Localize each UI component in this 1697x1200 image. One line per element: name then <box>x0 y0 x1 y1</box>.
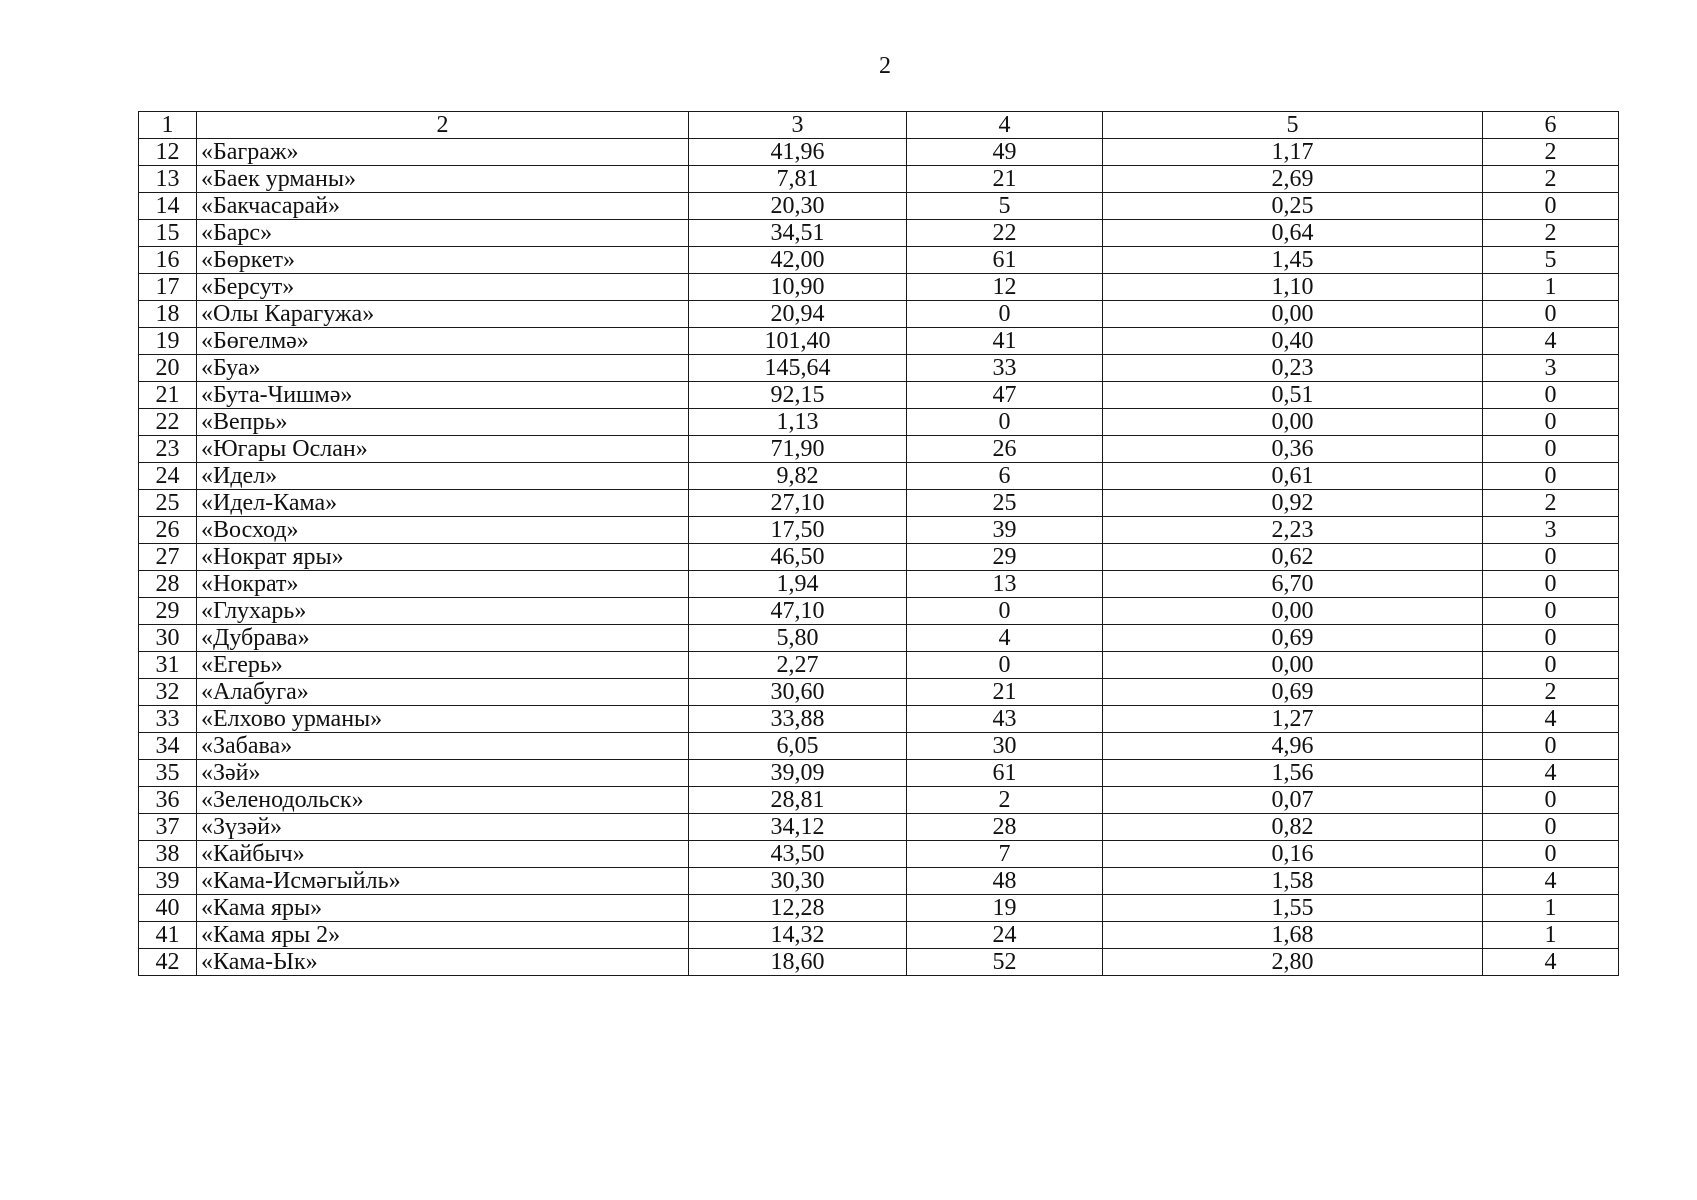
col6-cell: 0 <box>1483 409 1619 436</box>
page-number: 2 <box>879 53 891 79</box>
table-row <box>139 409 1619 436</box>
col4-cell: 61 <box>907 760 1103 787</box>
col4-cell: 0 <box>907 301 1103 328</box>
col6-cell: 1 <box>1483 895 1619 922</box>
name-cell: «Баек урманы» <box>197 166 689 193</box>
col3-cell: 20,94 <box>689 301 907 328</box>
col4-cell: 41 <box>907 328 1103 355</box>
row-number-cell: 15 <box>139 220 197 247</box>
col5-cell: 0,36 <box>1103 436 1483 463</box>
col5-cell: 4,96 <box>1103 733 1483 760</box>
col3-cell: 14,32 <box>689 922 907 949</box>
row-number-cell: 21 <box>139 382 197 409</box>
col5-cell: 2,80 <box>1103 949 1483 976</box>
name-cell: «Дубрава» <box>197 625 689 652</box>
col4-cell: 0 <box>907 409 1103 436</box>
table-row <box>139 706 1619 733</box>
row-number-cell: 18 <box>139 301 197 328</box>
col6-cell: 0 <box>1483 436 1619 463</box>
col3-cell: 5,80 <box>689 625 907 652</box>
row-number-cell: 26 <box>139 517 197 544</box>
table-row <box>139 625 1619 652</box>
table-row <box>139 328 1619 355</box>
row-number-cell: 19 <box>139 328 197 355</box>
name-cell: «Буа» <box>197 355 689 382</box>
col5-cell: 1,56 <box>1103 760 1483 787</box>
table-row <box>139 490 1619 517</box>
col3-cell: 7,81 <box>689 166 907 193</box>
col5-cell: 0,92 <box>1103 490 1483 517</box>
col4-cell: 49 <box>907 139 1103 166</box>
name-cell: «Забава» <box>197 733 689 760</box>
col5-cell: 1,55 <box>1103 895 1483 922</box>
col6-cell: 0 <box>1483 193 1619 220</box>
col4-cell: 47 <box>907 382 1103 409</box>
table-row <box>139 733 1619 760</box>
col5-cell: 0,61 <box>1103 463 1483 490</box>
data-table <box>138 111 1619 976</box>
row-number-cell: 41 <box>139 922 197 949</box>
col5-cell: 1,58 <box>1103 868 1483 895</box>
col6-cell: 0 <box>1483 598 1619 625</box>
table-row <box>139 274 1619 301</box>
col4-cell: 25 <box>907 490 1103 517</box>
col4-cell: 43 <box>907 706 1103 733</box>
row-number-cell: 13 <box>139 166 197 193</box>
name-cell: «Нократ яры» <box>197 544 689 571</box>
table-row <box>139 139 1619 166</box>
name-cell: «Берсут» <box>197 274 689 301</box>
header-cell-3: 3 <box>689 112 907 139</box>
name-cell: «Кама-Ык» <box>197 949 689 976</box>
row-number-cell: 24 <box>139 463 197 490</box>
table-row <box>139 760 1619 787</box>
col5-cell: 1,45 <box>1103 247 1483 274</box>
table-row <box>139 598 1619 625</box>
col5-cell: 0,69 <box>1103 679 1483 706</box>
col4-cell: 52 <box>907 949 1103 976</box>
table-row <box>139 382 1619 409</box>
row-number-cell: 30 <box>139 625 197 652</box>
name-cell: «Алабуга» <box>197 679 689 706</box>
row-number-cell: 28 <box>139 571 197 598</box>
col6-cell: 4 <box>1483 328 1619 355</box>
name-cell: «Идел» <box>197 463 689 490</box>
col3-cell: 46,50 <box>689 544 907 571</box>
name-cell: «Зүзәй» <box>197 814 689 841</box>
col3-cell: 47,10 <box>689 598 907 625</box>
col5-cell: 1,68 <box>1103 922 1483 949</box>
row-number-cell: 40 <box>139 895 197 922</box>
name-cell: «Олы Карагужа» <box>197 301 689 328</box>
col4-cell: 4 <box>907 625 1103 652</box>
col4-cell: 29 <box>907 544 1103 571</box>
row-number-cell: 25 <box>139 490 197 517</box>
table-row <box>139 463 1619 490</box>
col3-cell: 28,81 <box>689 787 907 814</box>
table-row <box>139 868 1619 895</box>
col5-cell: 0,07 <box>1103 787 1483 814</box>
row-number-cell: 33 <box>139 706 197 733</box>
col6-cell: 0 <box>1483 787 1619 814</box>
col5-cell: 0,00 <box>1103 301 1483 328</box>
col5-cell: 1,17 <box>1103 139 1483 166</box>
col6-cell: 0 <box>1483 841 1619 868</box>
name-cell: «Югары Ослан» <box>197 436 689 463</box>
name-cell: «Вепрь» <box>197 409 689 436</box>
col4-cell: 0 <box>907 598 1103 625</box>
table-body <box>139 112 1619 976</box>
col6-cell: 2 <box>1483 490 1619 517</box>
col6-cell: 1 <box>1483 274 1619 301</box>
row-number-cell: 31 <box>139 652 197 679</box>
col6-cell: 3 <box>1483 355 1619 382</box>
col3-cell: 41,96 <box>689 139 907 166</box>
col4-cell: 33 <box>907 355 1103 382</box>
header-cell-6: 6 <box>1483 112 1619 139</box>
col3-cell: 20,30 <box>689 193 907 220</box>
col3-cell: 39,09 <box>689 760 907 787</box>
col3-cell: 1,94 <box>689 571 907 598</box>
col4-cell: 13 <box>907 571 1103 598</box>
col4-cell: 0 <box>907 652 1103 679</box>
col4-cell: 12 <box>907 274 1103 301</box>
col5-cell: 0,40 <box>1103 328 1483 355</box>
col4-cell: 24 <box>907 922 1103 949</box>
header-cell-1: 1 <box>139 112 197 139</box>
col3-cell: 30,30 <box>689 868 907 895</box>
name-cell: «Кама яры 2» <box>197 922 689 949</box>
col6-cell: 0 <box>1483 301 1619 328</box>
col4-cell: 30 <box>907 733 1103 760</box>
col5-cell: 0,00 <box>1103 652 1483 679</box>
col6-cell: 0 <box>1483 652 1619 679</box>
name-cell: «Глухарь» <box>197 598 689 625</box>
name-cell: «Нократ» <box>197 571 689 598</box>
col5-cell: 1,10 <box>1103 274 1483 301</box>
row-number-cell: 16 <box>139 247 197 274</box>
name-cell: «Зеленодольск» <box>197 787 689 814</box>
row-number-cell: 27 <box>139 544 197 571</box>
col6-cell: 2 <box>1483 679 1619 706</box>
col3-cell: 33,88 <box>689 706 907 733</box>
col5-cell: 0,23 <box>1103 355 1483 382</box>
table-row <box>139 679 1619 706</box>
col5-cell: 0,64 <box>1103 220 1483 247</box>
row-number-cell: 37 <box>139 814 197 841</box>
col5-cell: 0,00 <box>1103 409 1483 436</box>
col4-cell: 26 <box>907 436 1103 463</box>
col5-cell: 0,62 <box>1103 544 1483 571</box>
col4-cell: 28 <box>907 814 1103 841</box>
col3-cell: 34,51 <box>689 220 907 247</box>
table-row <box>139 895 1619 922</box>
col6-cell: 3 <box>1483 517 1619 544</box>
col3-cell: 145,64 <box>689 355 907 382</box>
col3-cell: 42,00 <box>689 247 907 274</box>
col6-cell: 2 <box>1483 166 1619 193</box>
col4-cell: 6 <box>907 463 1103 490</box>
name-cell: «Бөгелмә» <box>197 328 689 355</box>
row-number-cell: 36 <box>139 787 197 814</box>
col3-cell: 71,90 <box>689 436 907 463</box>
col6-cell: 0 <box>1483 463 1619 490</box>
row-number-cell: 12 <box>139 139 197 166</box>
table-row <box>139 814 1619 841</box>
row-number-cell: 35 <box>139 760 197 787</box>
table-row <box>139 247 1619 274</box>
col4-cell: 5 <box>907 193 1103 220</box>
col3-cell: 30,60 <box>689 679 907 706</box>
name-cell: «Бакчасарай» <box>197 193 689 220</box>
col5-cell: 0,16 <box>1103 841 1483 868</box>
row-number-cell: 20 <box>139 355 197 382</box>
col4-cell: 48 <box>907 868 1103 895</box>
col6-cell: 0 <box>1483 625 1619 652</box>
table-row <box>139 220 1619 247</box>
col6-cell: 2 <box>1483 139 1619 166</box>
name-cell: «Елхово урманы» <box>197 706 689 733</box>
table-row <box>139 355 1619 382</box>
col3-cell: 10,90 <box>689 274 907 301</box>
col6-cell: 0 <box>1483 733 1619 760</box>
col5-cell: 0,82 <box>1103 814 1483 841</box>
row-number-cell: 32 <box>139 679 197 706</box>
col6-cell: 4 <box>1483 868 1619 895</box>
name-cell: «Восход» <box>197 517 689 544</box>
row-number-cell: 22 <box>139 409 197 436</box>
row-number-cell: 17 <box>139 274 197 301</box>
col3-cell: 6,05 <box>689 733 907 760</box>
name-cell: «Кама-Исмәгыйль» <box>197 868 689 895</box>
table-row <box>139 166 1619 193</box>
col5-cell: 0,51 <box>1103 382 1483 409</box>
table-row <box>139 922 1619 949</box>
col3-cell: 2,27 <box>689 652 907 679</box>
name-cell: «Бута-Чишмә» <box>197 382 689 409</box>
col4-cell: 21 <box>907 166 1103 193</box>
table-header-row <box>139 112 1619 139</box>
col3-cell: 9,82 <box>689 463 907 490</box>
table-row <box>139 571 1619 598</box>
header-cell-5: 5 <box>1103 112 1483 139</box>
name-cell: «Барс» <box>197 220 689 247</box>
table-row <box>139 301 1619 328</box>
col4-cell: 19 <box>907 895 1103 922</box>
col3-cell: 12,28 <box>689 895 907 922</box>
col3-cell: 18,60 <box>689 949 907 976</box>
col3-cell: 92,15 <box>689 382 907 409</box>
col6-cell: 0 <box>1483 382 1619 409</box>
table-row <box>139 517 1619 544</box>
name-cell: «Идел-Кама» <box>197 490 689 517</box>
table-row <box>139 436 1619 463</box>
col6-cell: 0 <box>1483 814 1619 841</box>
col6-cell: 4 <box>1483 706 1619 733</box>
row-number-cell: 14 <box>139 193 197 220</box>
row-number-cell: 38 <box>139 841 197 868</box>
name-cell: «Зәй» <box>197 760 689 787</box>
col6-cell: 0 <box>1483 544 1619 571</box>
table-row <box>139 652 1619 679</box>
col5-cell: 1,27 <box>1103 706 1483 733</box>
name-cell: «Баграж» <box>197 139 689 166</box>
col6-cell: 2 <box>1483 220 1619 247</box>
col5-cell: 2,69 <box>1103 166 1483 193</box>
col5-cell: 0,69 <box>1103 625 1483 652</box>
col3-cell: 27,10 <box>689 490 907 517</box>
col5-cell: 2,23 <box>1103 517 1483 544</box>
col6-cell: 5 <box>1483 247 1619 274</box>
col3-cell: 43,50 <box>689 841 907 868</box>
header-cell-2: 2 <box>197 112 689 139</box>
col3-cell: 34,12 <box>689 814 907 841</box>
table-row <box>139 949 1619 976</box>
name-cell: «Бөркет» <box>197 247 689 274</box>
col3-cell: 17,50 <box>689 517 907 544</box>
col6-cell: 4 <box>1483 760 1619 787</box>
row-number-cell: 23 <box>139 436 197 463</box>
table-row <box>139 787 1619 814</box>
row-number-cell: 34 <box>139 733 197 760</box>
col3-cell: 101,40 <box>689 328 907 355</box>
col6-cell: 4 <box>1483 949 1619 976</box>
row-number-cell: 29 <box>139 598 197 625</box>
table-row <box>139 841 1619 868</box>
col4-cell: 21 <box>907 679 1103 706</box>
table-row <box>139 544 1619 571</box>
col6-cell: 1 <box>1483 922 1619 949</box>
header-cell-4: 4 <box>907 112 1103 139</box>
col3-cell: 1,13 <box>689 409 907 436</box>
col4-cell: 2 <box>907 787 1103 814</box>
col6-cell: 0 <box>1483 571 1619 598</box>
col4-cell: 61 <box>907 247 1103 274</box>
col4-cell: 22 <box>907 220 1103 247</box>
col5-cell: 0,00 <box>1103 598 1483 625</box>
col4-cell: 39 <box>907 517 1103 544</box>
table-row <box>139 193 1619 220</box>
col5-cell: 0,25 <box>1103 193 1483 220</box>
name-cell: «Кама яры» <box>197 895 689 922</box>
row-number-cell: 42 <box>139 949 197 976</box>
row-number-cell: 39 <box>139 868 197 895</box>
col5-cell: 6,70 <box>1103 571 1483 598</box>
name-cell: «Кайбыч» <box>197 841 689 868</box>
name-cell: «Егерь» <box>197 652 689 679</box>
col4-cell: 7 <box>907 841 1103 868</box>
